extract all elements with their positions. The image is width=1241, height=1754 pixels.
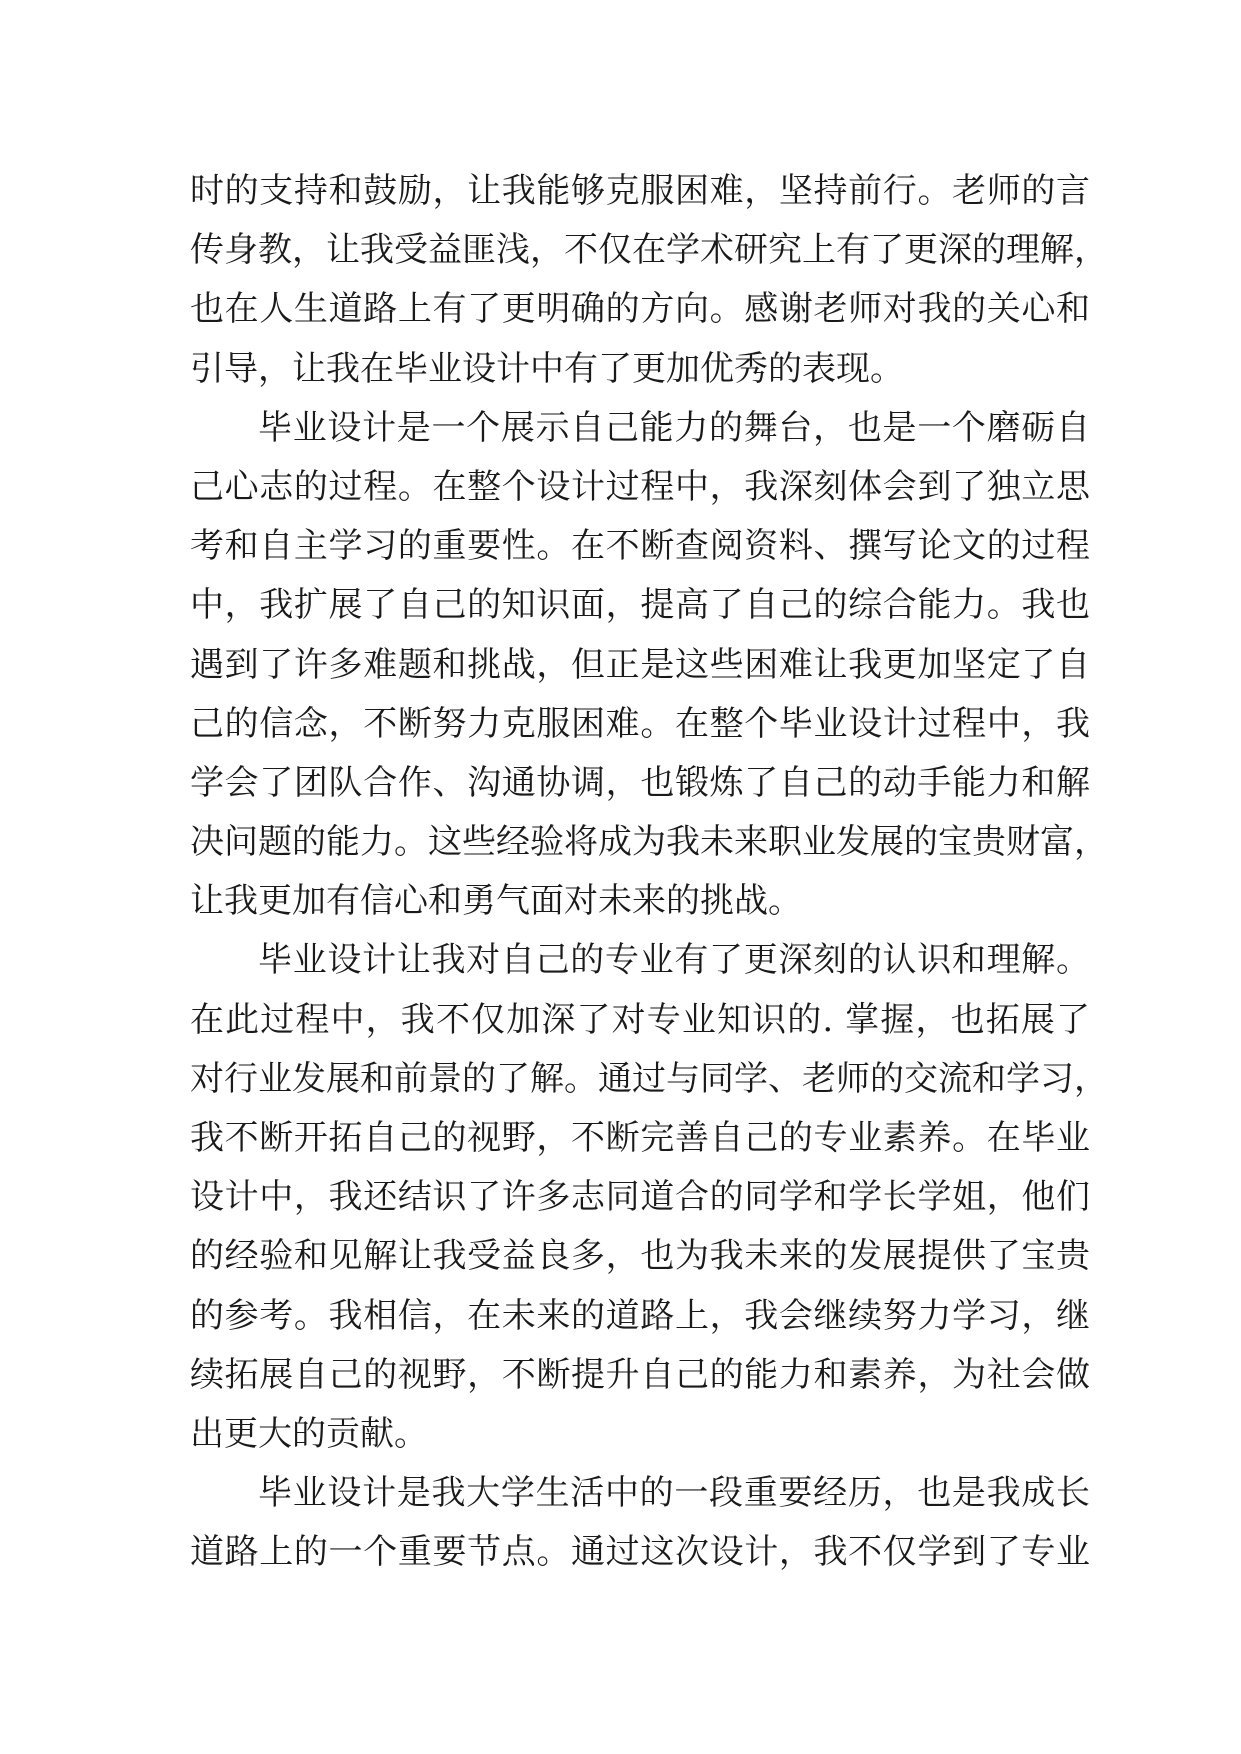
- text-line: 设计中，我还结识了许多志同道合的同学和学长学姐，他们: [190, 1177, 1090, 1218]
- text-line: 学会了团队合作、沟通协调，也锻炼了自己的动手能力和解: [190, 762, 1090, 803]
- text-line: 对行业发展和前景的了解。通过与同学、老师的交流和学习，: [190, 1058, 1108, 1099]
- text-line: 遇到了许多难题和挑战，但正是这些困难让我更加坚定了自: [190, 644, 1090, 685]
- text-line: 也在人生道路上有了更明确的方向。感谢老师对我的关心和: [190, 289, 1090, 330]
- text-line: 续拓展自己的视野，不断提升自己的能力和素养，为社会做: [190, 1354, 1090, 1395]
- paragraph: [190, 1464, 1090, 1582]
- text-line: 毕业设计让我对自己的专业有了更深刻的认识和理解。: [258, 940, 1090, 981]
- text-line: 的经验和见解让我受益良多，也为我未来的发展提供了宝贵: [190, 1236, 1090, 1277]
- paragraph: [190, 162, 1108, 399]
- text-line: 毕业设计是一个展示自己能力的舞台，也是一个磨砺自: [258, 407, 1090, 448]
- text-line: 的参考。我相信，在未来的道路上，我会继续努力学习，继: [190, 1295, 1090, 1336]
- essay-body: [190, 162, 1108, 1583]
- text-line: 己心志的过程。在整个设计过程中，我深刻体会到了独立思: [190, 466, 1090, 507]
- text-line: 引导，让我在毕业设计中有了更加优秀的表现。: [190, 348, 904, 389]
- text-line: 让我更加有信心和勇气面对未来的挑战。: [190, 881, 802, 922]
- text-line: 在此过程中，我不仅加深了对专业知识的. 掌握，也拓展了: [190, 999, 1090, 1040]
- text-line: 出更大的贡献。: [190, 1413, 428, 1454]
- text-line: 我不断开拓自己的视野，不断完善自己的专业素养。在毕业: [190, 1118, 1090, 1158]
- text-line: 毕业设计是我大学生活中的一段重要经历，也是我成长: [258, 1473, 1090, 1514]
- text-line: 中，我扩展了自己的知识面，提高了自己的综合能力。我也: [190, 585, 1090, 626]
- text-line: 时的支持和鼓励，让我能够克服困难，坚持前行。老师的言: [190, 171, 1090, 211]
- text-line: 考和自主学习的重要性。在不断查阅资料、撰写论文的过程: [190, 526, 1090, 567]
- text-line: 传身教，让我受益匪浅，不仅在学术研究上有了更深的理解，: [190, 230, 1108, 271]
- text-line: 道路上的一个重要节点。通过这次设计，我不仅学到了专业: [190, 1532, 1090, 1573]
- paragraph: [190, 399, 1108, 932]
- text-line: 决问题的能力。这些经验将成为我未来职业发展的宝贵财富，: [190, 822, 1108, 863]
- text-line: 己的信念，不断努力克服困难。在整个毕业设计过程中，我: [190, 703, 1090, 744]
- paragraph: [190, 931, 1108, 1464]
